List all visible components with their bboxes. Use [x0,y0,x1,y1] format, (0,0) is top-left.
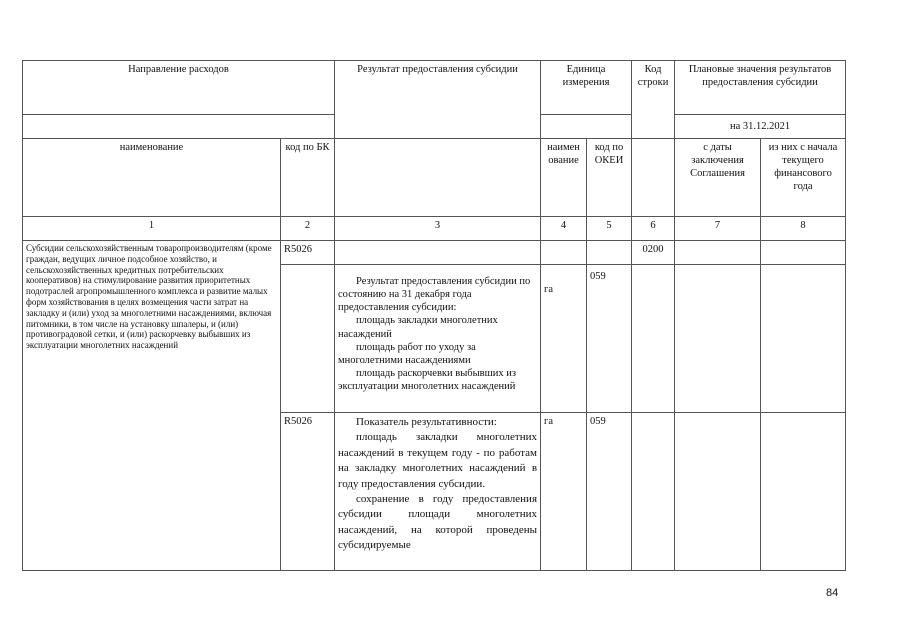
plan-year-start-cell-1 [761,241,846,265]
bk-code-cell-3: R5026 [281,413,335,571]
header-row-code: Код строки [632,61,675,139]
header-bk-code: код по БК [281,139,335,217]
row-code-cell-2 [632,265,675,413]
header-unit: Единица измерения [541,61,632,115]
result-cell-2 [335,265,541,413]
col-num-7: 7 [675,217,761,241]
okei-cell-2 [587,265,632,413]
col-num-3: 3 [335,217,541,241]
header-from-year-start: из них с начала текущего финансового года [761,139,846,217]
header-okei-code: код по ОКЕИ [587,139,632,217]
unit-cell-3: га [541,413,587,571]
plan-from-date-cell-3 [675,413,761,571]
header-planned: Плановые значения результатов предоставления субсидии [675,61,846,115]
plan-year-start-cell-2 [761,265,846,413]
header-row-code-cont [632,139,675,217]
row-code-cell-1: 0200 [632,241,675,265]
page-number: 84 [826,587,839,599]
indicator-text-line: площадь закладки многолетних насаждений в текущем году - по работам на закладку многолетних насаждений в году предоставления субсидии. [338,431,538,490]
bk-code-cell-1: R5026 [281,241,335,265]
header-result: Результат предоставления субсидии [335,61,541,139]
indicator-text-line: сохранение в году предоставления субсидии площади многолетних насаждений, на которой проведены субсидируемые [338,492,538,552]
plan-from-date-cell-1 [675,241,761,265]
header-name: наименование [23,139,281,217]
header-unit-name: наимен ование [541,139,587,217]
indicator-text [338,415,537,565]
header-from-date: с даты заключения Соглашения [675,139,761,217]
subsidy-results-table [22,60,846,571]
header-empty-direction [23,115,335,139]
indicator-text-line: Показатель результативности: [356,416,497,428]
plan-from-date-cell-2 [675,265,761,413]
result-text-line: Результат предоставления субсидии по состоянию на 31 декабря года предоставления субсидии: [338,276,531,314]
row-code-cell-3 [632,413,675,571]
header-as-of-date: на 31.12.2021 [675,115,846,139]
col-num-2: 2 [281,217,335,241]
col-num-4: 4 [541,217,587,241]
result-cell-1 [335,241,541,265]
col-num-8: 8 [761,217,846,241]
direction-name-cell: Субсидии сельскохозяйственным товаропроизводителям (кроме граждан, ведущих личное подсобное хозяйство, и сельскохозяйственных кредитных потребительских кооперативов) на стимулирование развития приоритетных подотраслей агропромышленного комплекса и развитие малых форм хозяйствования в целях возмещения части затрат на закладку и (или) уход за многолетними насаждениями, включая питомники, в том числе на установку шпалеры, и (или) противоградовой сетки, и (или) раскорчевку выбывших из эксплуатации многолетних насаждений [23,241,281,571]
result-cell-3 [335,413,541,571]
header-row-1 [23,61,846,115]
header-row-3 [23,139,846,217]
header-empty-unit [541,115,632,139]
okei-value: 059 [590,271,606,282]
unit-cell-1 [541,241,587,265]
col-num-1: 1 [23,217,281,241]
col-num-6: 6 [632,217,675,241]
header-direction: Направление расходов [23,61,335,115]
plan-year-start-cell-3 [761,413,846,571]
header-result-cont [335,139,541,217]
bk-code-cell-2 [281,265,335,413]
unit-cell-2 [541,265,587,413]
unit-value: га [544,284,553,295]
result-text-line: площадь раскорчевки выбывших из эксплуатации многолетних насаждений [338,367,516,392]
col-num-5: 5 [587,217,632,241]
column-number-row [23,217,846,241]
result-text-line: площадь закладки многолетних насаждений [338,315,498,340]
table-row-main [23,241,846,265]
result-text-line: площадь работ по уходу за многолетними насаждениями [338,341,476,366]
okei-cell-1 [587,241,632,265]
okei-cell-3: 059 [587,413,632,571]
